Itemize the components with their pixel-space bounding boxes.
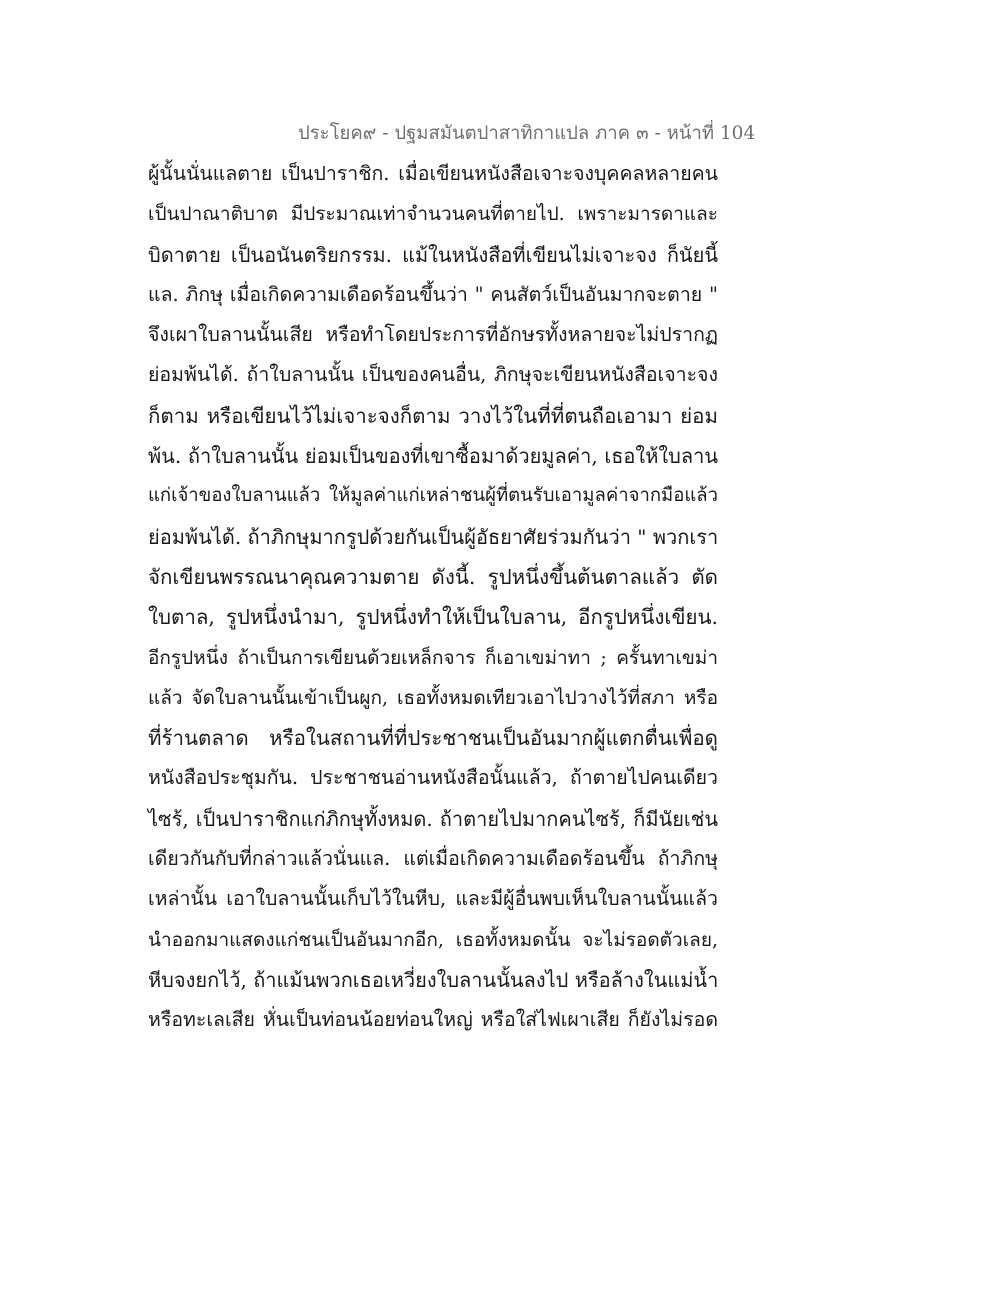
text-line: บิดาตาย เป็นอนันตริยกรรม. แม้ในหนังสือที่เขียนไม่เจาะจง ก็นัยนี้ xyxy=(148,242,718,267)
running-header: ประโยค๙ - ปฐมสมันตปาสาทิกาแปล ภาค ๓ - หน้าที่ 104 xyxy=(298,123,756,144)
text-line: หนังสือประชุมกัน. ประชาชนอ่านหนังสือนั้นแล้ว, ถ้าตายไปคนเดียว xyxy=(148,766,718,790)
text-line: จึงเผาใบลานนั้นเสีย หรือทำโดยประการที่อักษรทั้งหลายจะไม่ปรากฏ xyxy=(148,323,718,347)
text-line: หีบจงยกไว้, ถ้าแม้นพวกเธอเหวี่ยงใบลานนั้นลงไป หรือล้างในแม่น้ำ xyxy=(148,967,719,992)
text-line: แล. ภิกษุ เมื่อเกิดความเดือดร้อนขึ้นว่า " คนสัตว์เป็นอันมากจะตาย " xyxy=(148,282,718,306)
body-text xyxy=(148,154,718,1041)
text-line: ย่อมพ้นได้. ถ้าภิกษุมากรูปด้วยกันเป็นผู้อัธยาศัยร่วมกันว่า " พวกเรา xyxy=(148,524,719,549)
text-line: ใบตาล, รูปหนึ่งนำมา, รูปหนึ่งทำให้เป็นใบลาน, อีกรูปหนึ่งเขียน. xyxy=(148,605,718,630)
text-line: เดียวกันกับที่กล่าวแล้วนั่นแล. แต่เมื่อเกิดความเดือดร้อนขึ้น ถ้าภิกษุ xyxy=(148,847,718,871)
text-line: ไซร้, เป็นปาราชิกแก่ภิกษุทั้งหมด. ถ้าตายไปมากคนไซร้, ก็มีนัยเช่น xyxy=(148,806,718,831)
text-line: ที่ร้านตลาด หรือในสถานที่ที่ประชาชนเป็นอันมากผู้แตกตื่นเพื่อดู xyxy=(148,726,718,751)
text-line: ผู้นั้นนั่นแลตาย เป็นปาราชิก. เมื่อเขียนหนังสือเจาะจงบุคคลหลายคน xyxy=(148,162,718,185)
text-line: พ้น. ถ้าใบลานนั้น ย่อมเป็นของที่เขาซื้อมาด้วยมูลค่า, เธอให้ใบลาน xyxy=(148,444,718,469)
text-line: ก็ตาม หรือเขียนไว้ไม่เจาะจงก็ตาม วางไว้ในที่ที่ตนถือเอามา ย่อม xyxy=(148,403,718,428)
text-line: จักเขียนพรรณนาคุณความตาย ดังนี้. รูปหนึ่งขึ้นต้นตาลแล้ว ตัด xyxy=(148,564,718,589)
text-line: ย่อมพ้นได้. ถ้าใบลานนั้น เป็นของคนอื่น, ภิกษุจะเขียนหนังสือเจาะจง xyxy=(148,363,718,387)
text-line: แก่เจ้าของใบลานแล้ว ให้มูลค่าแก่เหล่าชนผู้ที่ตนรับเอามูลค่าจากมือแล้ว xyxy=(148,485,718,507)
text-line: เป็นปาณาติบาต มีประมาณเท่าจำนวนคนที่ตายไป. เพราะมารดาและ xyxy=(148,203,718,226)
text-line: นำออกมาแสดงแก่ชนเป็นอันมากอีก, เธอทั้งหมดนั้น จะไม่รอดตัวเลย, xyxy=(148,928,718,951)
text-line: หรือทะเลเสีย หั่นเป็นท่อนน้อยท่อนใหญ่ หรือใส่ไฟเผาเสีย ก็ยังไม่รอด xyxy=(148,1008,718,1032)
text-line: แล้ว จัดใบลานนั้นเข้าเป็นผูก, เธอทั้งหมดเทียวเอาไปวางไว้ที่สภา หรือ xyxy=(148,686,718,709)
text-line: อีกรูปหนึ่ง ถ้าเป็นการเขียนด้วยเหล็กจาร ก็เอาเขม่าทา ; ครั้นทาเขม่า xyxy=(148,646,718,669)
text-line: เหล่านั้น เอาใบลานนั้นเก็บไว้ในหีบ, และมีผู้อื่นพบเห็นใบลานนั้นแล้ว xyxy=(148,887,718,911)
